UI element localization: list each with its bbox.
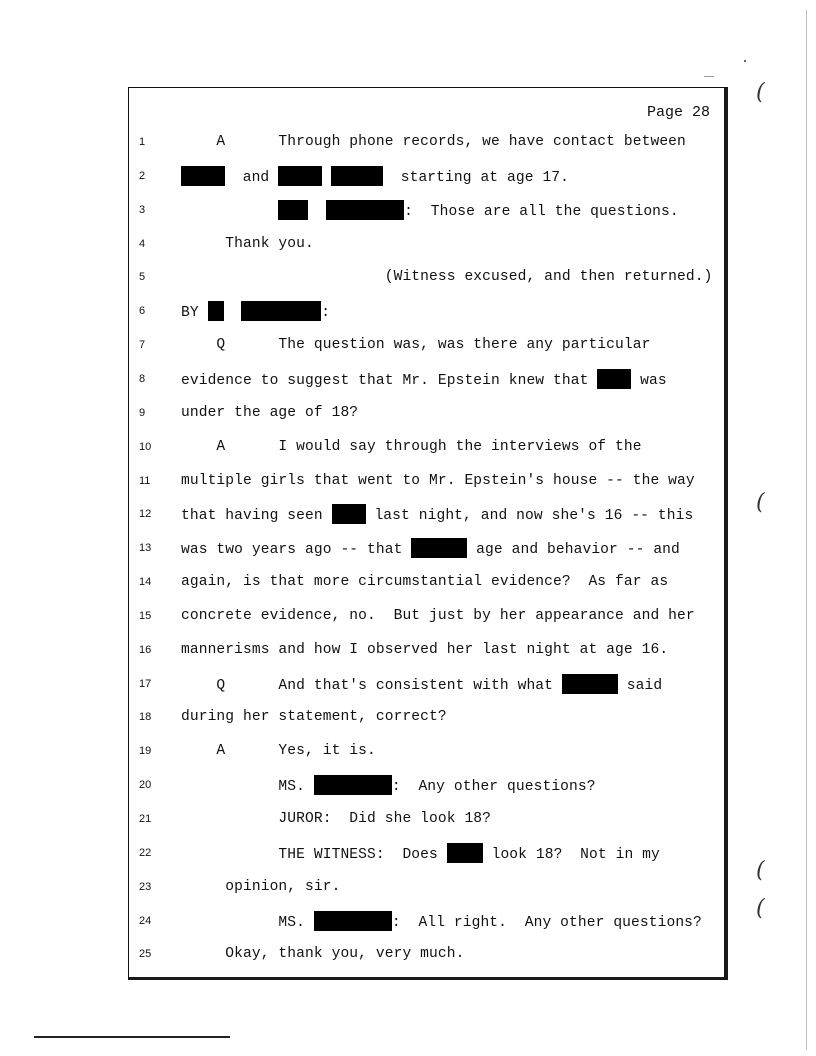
text-segment xyxy=(308,204,326,220)
text-segment: multiple girls that went to Mr. Epstein's house -- the way xyxy=(181,472,695,489)
transcript-line xyxy=(129,166,724,186)
line-number: 9 xyxy=(139,406,146,419)
footer-rule xyxy=(34,1036,230,1038)
text-segment: age and behavior -- and xyxy=(467,542,680,559)
text-segment: THE WITNESS: Does xyxy=(181,846,447,863)
text-segment: opinion, sir. xyxy=(181,878,341,895)
text-segment: Thank you. xyxy=(181,235,314,252)
text-segment xyxy=(224,305,242,321)
line-text xyxy=(181,234,314,254)
margin-mark-lower-a: ( xyxy=(756,858,765,883)
text-segment: BY xyxy=(181,305,208,322)
transcript-line xyxy=(129,911,724,931)
line-number: 11 xyxy=(139,474,151,487)
text-segment: : xyxy=(321,305,331,322)
transcript-line xyxy=(129,843,724,863)
margin-mark-lower-b: ( xyxy=(756,896,765,921)
line-text xyxy=(181,369,667,391)
line-text xyxy=(181,775,596,797)
redaction-block xyxy=(447,843,483,863)
transcript-line xyxy=(129,877,724,897)
line-text xyxy=(181,335,650,355)
redaction-block xyxy=(278,200,308,220)
transcript-line xyxy=(129,640,724,660)
redaction-block xyxy=(411,538,467,558)
redaction-block xyxy=(181,166,225,186)
transcript-line xyxy=(129,200,724,220)
text-segment: Q And that's consistent with what xyxy=(181,677,562,694)
text-segment: concrete evidence, no. But just by her appearance and her xyxy=(181,607,695,624)
line-text xyxy=(181,572,668,592)
text-segment: evidence to suggest that Mr. Epstein knew that xyxy=(181,372,598,389)
margin-mark-top: ( xyxy=(756,80,765,105)
transcript-line xyxy=(129,471,724,491)
line-text xyxy=(181,640,668,660)
transcript-line xyxy=(129,707,724,727)
transcript-line xyxy=(129,674,724,694)
line-number: 23 xyxy=(139,880,152,893)
scan-tick xyxy=(704,76,714,77)
line-number: 7 xyxy=(139,339,146,352)
text-segment: again, is that more circumstantial evidence? As far as xyxy=(181,574,669,591)
text-segment: look 18? Not in my xyxy=(482,846,660,863)
redaction-block xyxy=(314,775,392,795)
transcript-line xyxy=(129,504,724,524)
text-segment: said xyxy=(617,677,663,694)
text-segment: during her statement, correct? xyxy=(181,709,447,726)
transcript-line xyxy=(129,335,724,355)
text-segment: mannerisms and how I observed her last night at age 16. xyxy=(181,641,669,658)
text-segment: under the age of 18? xyxy=(181,404,359,421)
text-segment: and xyxy=(225,169,279,186)
transcript-line xyxy=(129,369,724,389)
line-number: 13 xyxy=(139,542,152,555)
line-text xyxy=(181,707,447,727)
line-text xyxy=(181,538,680,560)
line-number: 1 xyxy=(139,136,146,148)
line-text xyxy=(181,877,340,897)
redaction-block xyxy=(208,301,224,321)
line-number: 10 xyxy=(139,440,152,453)
line-text xyxy=(181,843,660,865)
text-segment: A Through phone records, we have contact between xyxy=(181,134,686,150)
text-segment: last night, and now she's 16 -- this xyxy=(365,508,694,525)
line-number: 21 xyxy=(139,813,152,825)
line-number: 2 xyxy=(139,169,146,182)
text-segment: : Any other questions? xyxy=(391,779,596,796)
text-segment: JUROR: Did she look 18? xyxy=(181,811,492,827)
text-segment: Q The question was, was there any particular xyxy=(181,337,651,354)
line-text xyxy=(181,504,693,526)
line-text xyxy=(181,267,712,287)
redaction-block xyxy=(562,674,618,694)
text-segment: (Witness excused, and then returned.) xyxy=(181,269,713,286)
text-segment: was two years ago -- that xyxy=(181,542,412,559)
text-segment: starting at age 17. xyxy=(383,169,570,186)
line-text xyxy=(181,132,686,152)
transcript-line xyxy=(129,301,724,321)
transcript-line xyxy=(129,606,724,626)
text-segment: Okay, thank you, very much. xyxy=(181,946,465,963)
line-number: 14 xyxy=(139,576,152,589)
redaction-block xyxy=(331,166,383,186)
line-text xyxy=(181,166,569,188)
line-text xyxy=(181,301,330,323)
line-text xyxy=(181,944,464,964)
line-text xyxy=(181,809,491,829)
line-text xyxy=(181,200,679,222)
margin-mark-middle: ( xyxy=(756,490,765,515)
line-number: 5 xyxy=(139,271,146,284)
line-number: 18 xyxy=(139,711,152,724)
text-segment: MS. xyxy=(181,779,314,796)
line-number: 16 xyxy=(139,643,152,656)
transcript-line xyxy=(129,741,724,761)
page-number: Page 28 xyxy=(646,104,710,121)
text-segment: A Yes, it is. xyxy=(181,743,376,760)
text-segment: MS. xyxy=(181,914,314,931)
redaction-block xyxy=(241,301,321,321)
transcript-line xyxy=(129,437,724,457)
redaction-block xyxy=(332,504,366,524)
line-text xyxy=(181,911,702,933)
redaction-block xyxy=(314,911,392,931)
transcript-line xyxy=(129,775,724,795)
line-text xyxy=(181,471,695,491)
scan-edge-line xyxy=(806,10,807,1050)
line-number: 3 xyxy=(139,203,146,216)
line-number: 15 xyxy=(139,609,152,622)
line-number: 25 xyxy=(139,948,152,961)
text-segment xyxy=(322,170,331,186)
transcript-line xyxy=(129,809,724,829)
line-text xyxy=(181,437,642,457)
line-text xyxy=(181,606,695,626)
text-segment: : Those are all the questions. xyxy=(404,203,679,220)
transcript-line xyxy=(129,403,724,423)
line-number: 22 xyxy=(139,846,152,859)
scan-speck xyxy=(744,60,746,62)
redaction-block xyxy=(278,166,322,186)
transcript-line xyxy=(129,267,724,287)
line-number: 6 xyxy=(139,305,146,318)
transcript-line xyxy=(129,572,724,592)
line-number: 17 xyxy=(139,677,152,690)
text-segment: A I would say through the interviews of the xyxy=(181,438,642,455)
line-text xyxy=(181,674,662,696)
transcript-line xyxy=(129,132,724,152)
text-segment: that having seen xyxy=(181,508,332,525)
line-number: 24 xyxy=(139,914,152,927)
transcript-line xyxy=(129,944,724,964)
redaction-block xyxy=(326,200,404,220)
line-number: 4 xyxy=(139,237,146,250)
line-number: 8 xyxy=(139,372,146,385)
redaction-block xyxy=(597,369,631,389)
line-number: 20 xyxy=(139,779,152,792)
text-segment: was xyxy=(631,372,667,389)
line-number: 19 xyxy=(139,745,152,758)
transcript-line xyxy=(129,234,724,254)
text-segment: : All right. Any other questions? xyxy=(391,914,702,931)
transcript-line xyxy=(129,538,724,558)
line-number: 12 xyxy=(139,508,152,521)
line-text xyxy=(181,741,376,761)
transcript-page xyxy=(128,87,728,980)
line-text xyxy=(181,403,358,423)
text-segment xyxy=(181,204,278,220)
